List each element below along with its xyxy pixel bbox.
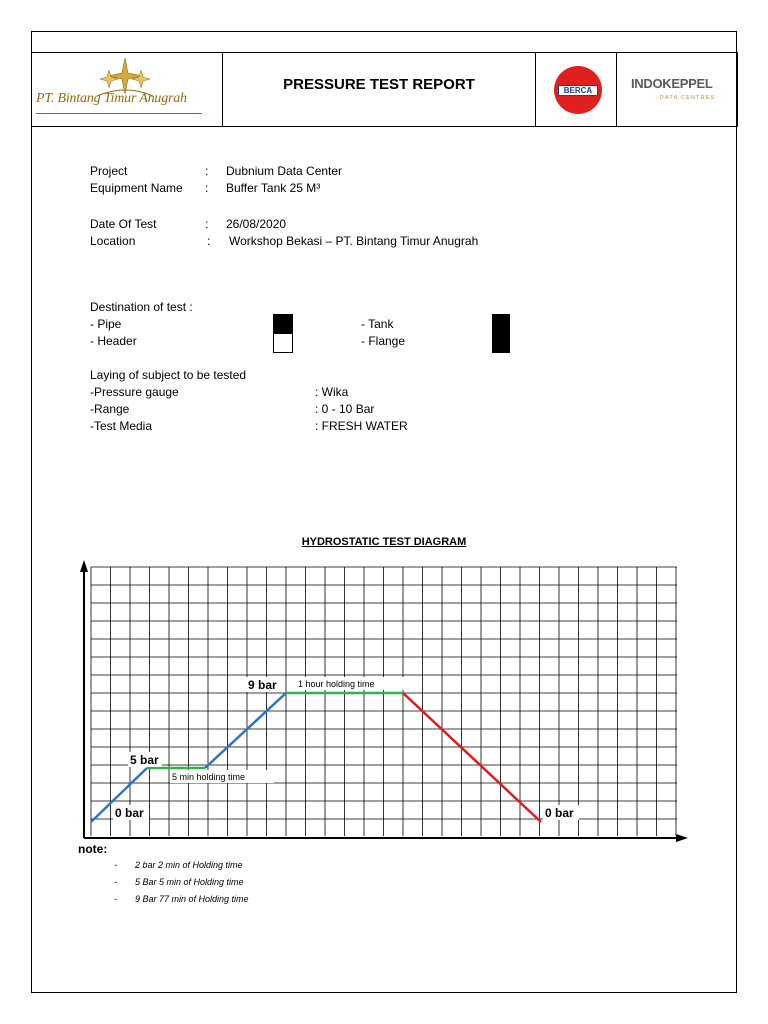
indokeppel-logo-subtext: DATA CENTRES (660, 95, 716, 101)
label-9bar: 9 bar (248, 678, 277, 692)
project-colon: : (205, 164, 209, 178)
equipment-value: Buffer Tank 25 M³ (226, 181, 321, 195)
diagram-axes (80, 560, 688, 842)
ramp-up-segment-2 (205, 693, 286, 768)
gauge-label: -Pressure gauge (90, 385, 179, 399)
berca-logo-text: BERCA (563, 86, 593, 95)
media-value: : FRESH WATER (315, 419, 408, 433)
range-label: -Range (90, 402, 130, 416)
note-bullet-2: - (114, 877, 117, 887)
report-title: PRESSURE TEST REPORT (283, 76, 475, 93)
destination-header-label: - Header (90, 334, 137, 348)
location-value: Workshop Bekasi – PT. Bintang Timur Anugrah (229, 234, 479, 248)
label-5bar: 5 bar (130, 753, 159, 767)
project-value: Dubnium Data Center (226, 164, 343, 178)
destination-pipe-label: - Pipe (90, 317, 122, 331)
date-colon: : (205, 217, 209, 231)
diagram-grid (91, 567, 677, 836)
date-label: Date Of Test (90, 217, 157, 231)
range-value: : 0 - 10 Bar (315, 402, 375, 416)
project-label: Project (90, 164, 128, 178)
label-0bar-end: 0 bar (545, 806, 574, 820)
equipment-colon: : (205, 181, 209, 195)
note-title: note: (78, 842, 108, 856)
laying-title: Laying of subject to be tested (90, 368, 247, 382)
destination-title: Destination of test : (90, 300, 193, 314)
x-axis-arrow (676, 834, 688, 842)
note-bullet-3: - (114, 894, 117, 904)
diagram-title: HYDROSTATIC TEST DIAGRAM (301, 536, 467, 548)
equipment-label: Equipment Name (90, 181, 183, 195)
label-1hour-hold: 1 hour holding time (298, 679, 375, 689)
note-bullet-1: - (114, 860, 117, 870)
note-item-2: 5 Bar 5 min of Holding time (135, 877, 244, 887)
location-colon: : (207, 234, 211, 248)
note-item-1: 2 bar 2 min of Holding time (135, 860, 243, 870)
company-name-logo: PT. Bintang Timur Anugrah (36, 91, 187, 106)
label-5min-hold: 5 min holding time (172, 772, 246, 782)
location-label: Location (90, 234, 136, 248)
note-item-3: 9 Bar 77 min of Holding time (135, 894, 249, 904)
y-axis-arrow (80, 560, 88, 572)
indokeppel-logo: INDOKEPPEL (631, 76, 713, 91)
gauge-value: : Wika (315, 385, 349, 399)
date-value: 26/08/2020 (226, 217, 287, 231)
destination-flange-label: - Flange (361, 334, 406, 348)
label-0bar-start: 0 bar (115, 806, 144, 820)
media-label: -Test Media (90, 419, 153, 433)
destination-tank-label: - Tank (361, 317, 394, 331)
